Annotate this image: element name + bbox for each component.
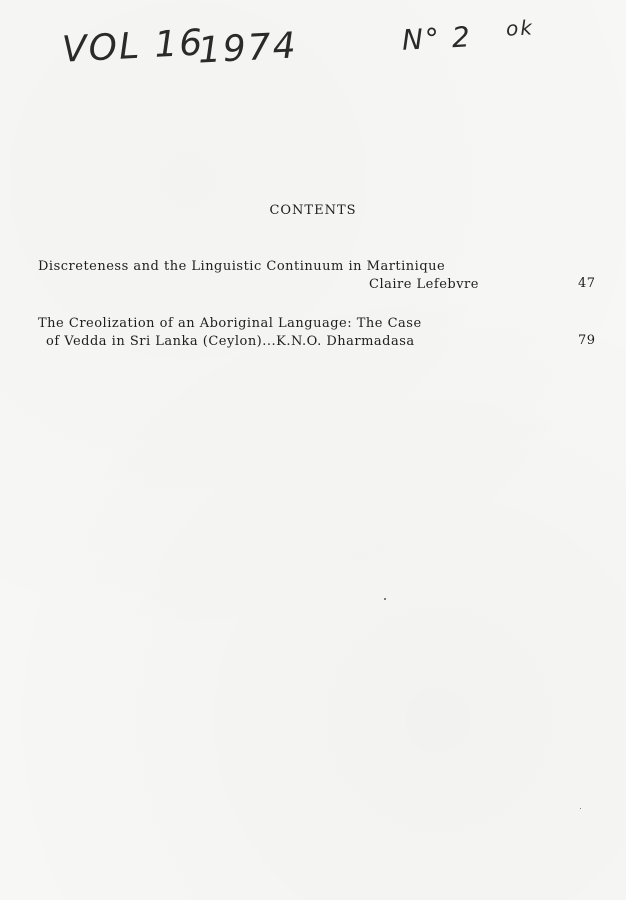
handwritten-year: 1974	[196, 25, 299, 72]
paper-speck	[580, 808, 581, 809]
paper-speck	[384, 598, 386, 600]
handwritten-ok: ok	[505, 15, 535, 41]
handwritten-volume: VOL 16	[61, 22, 206, 71]
entry-title: Discreteness and the Linguistic Continuum in Martinique	[38, 259, 446, 274]
handwritten-number: N° 2	[401, 20, 473, 57]
contents-entry	[38, 315, 598, 351]
entry-author: Claire Lefebvre	[369, 277, 479, 292]
entry-page-number: 47	[578, 276, 596, 291]
entry-title-continued: of Vedda in Sri Lanka (Ceylon)...K.N.O. Dharmadasa	[46, 334, 415, 349]
entry-title: The Creolization of an Aboriginal Language: The Case	[38, 316, 422, 331]
entry-author-line	[38, 276, 598, 294]
contents-entry	[38, 258, 598, 294]
contents-heading: CONTENTS	[269, 203, 357, 218]
entry-page-number: 79	[578, 333, 596, 348]
